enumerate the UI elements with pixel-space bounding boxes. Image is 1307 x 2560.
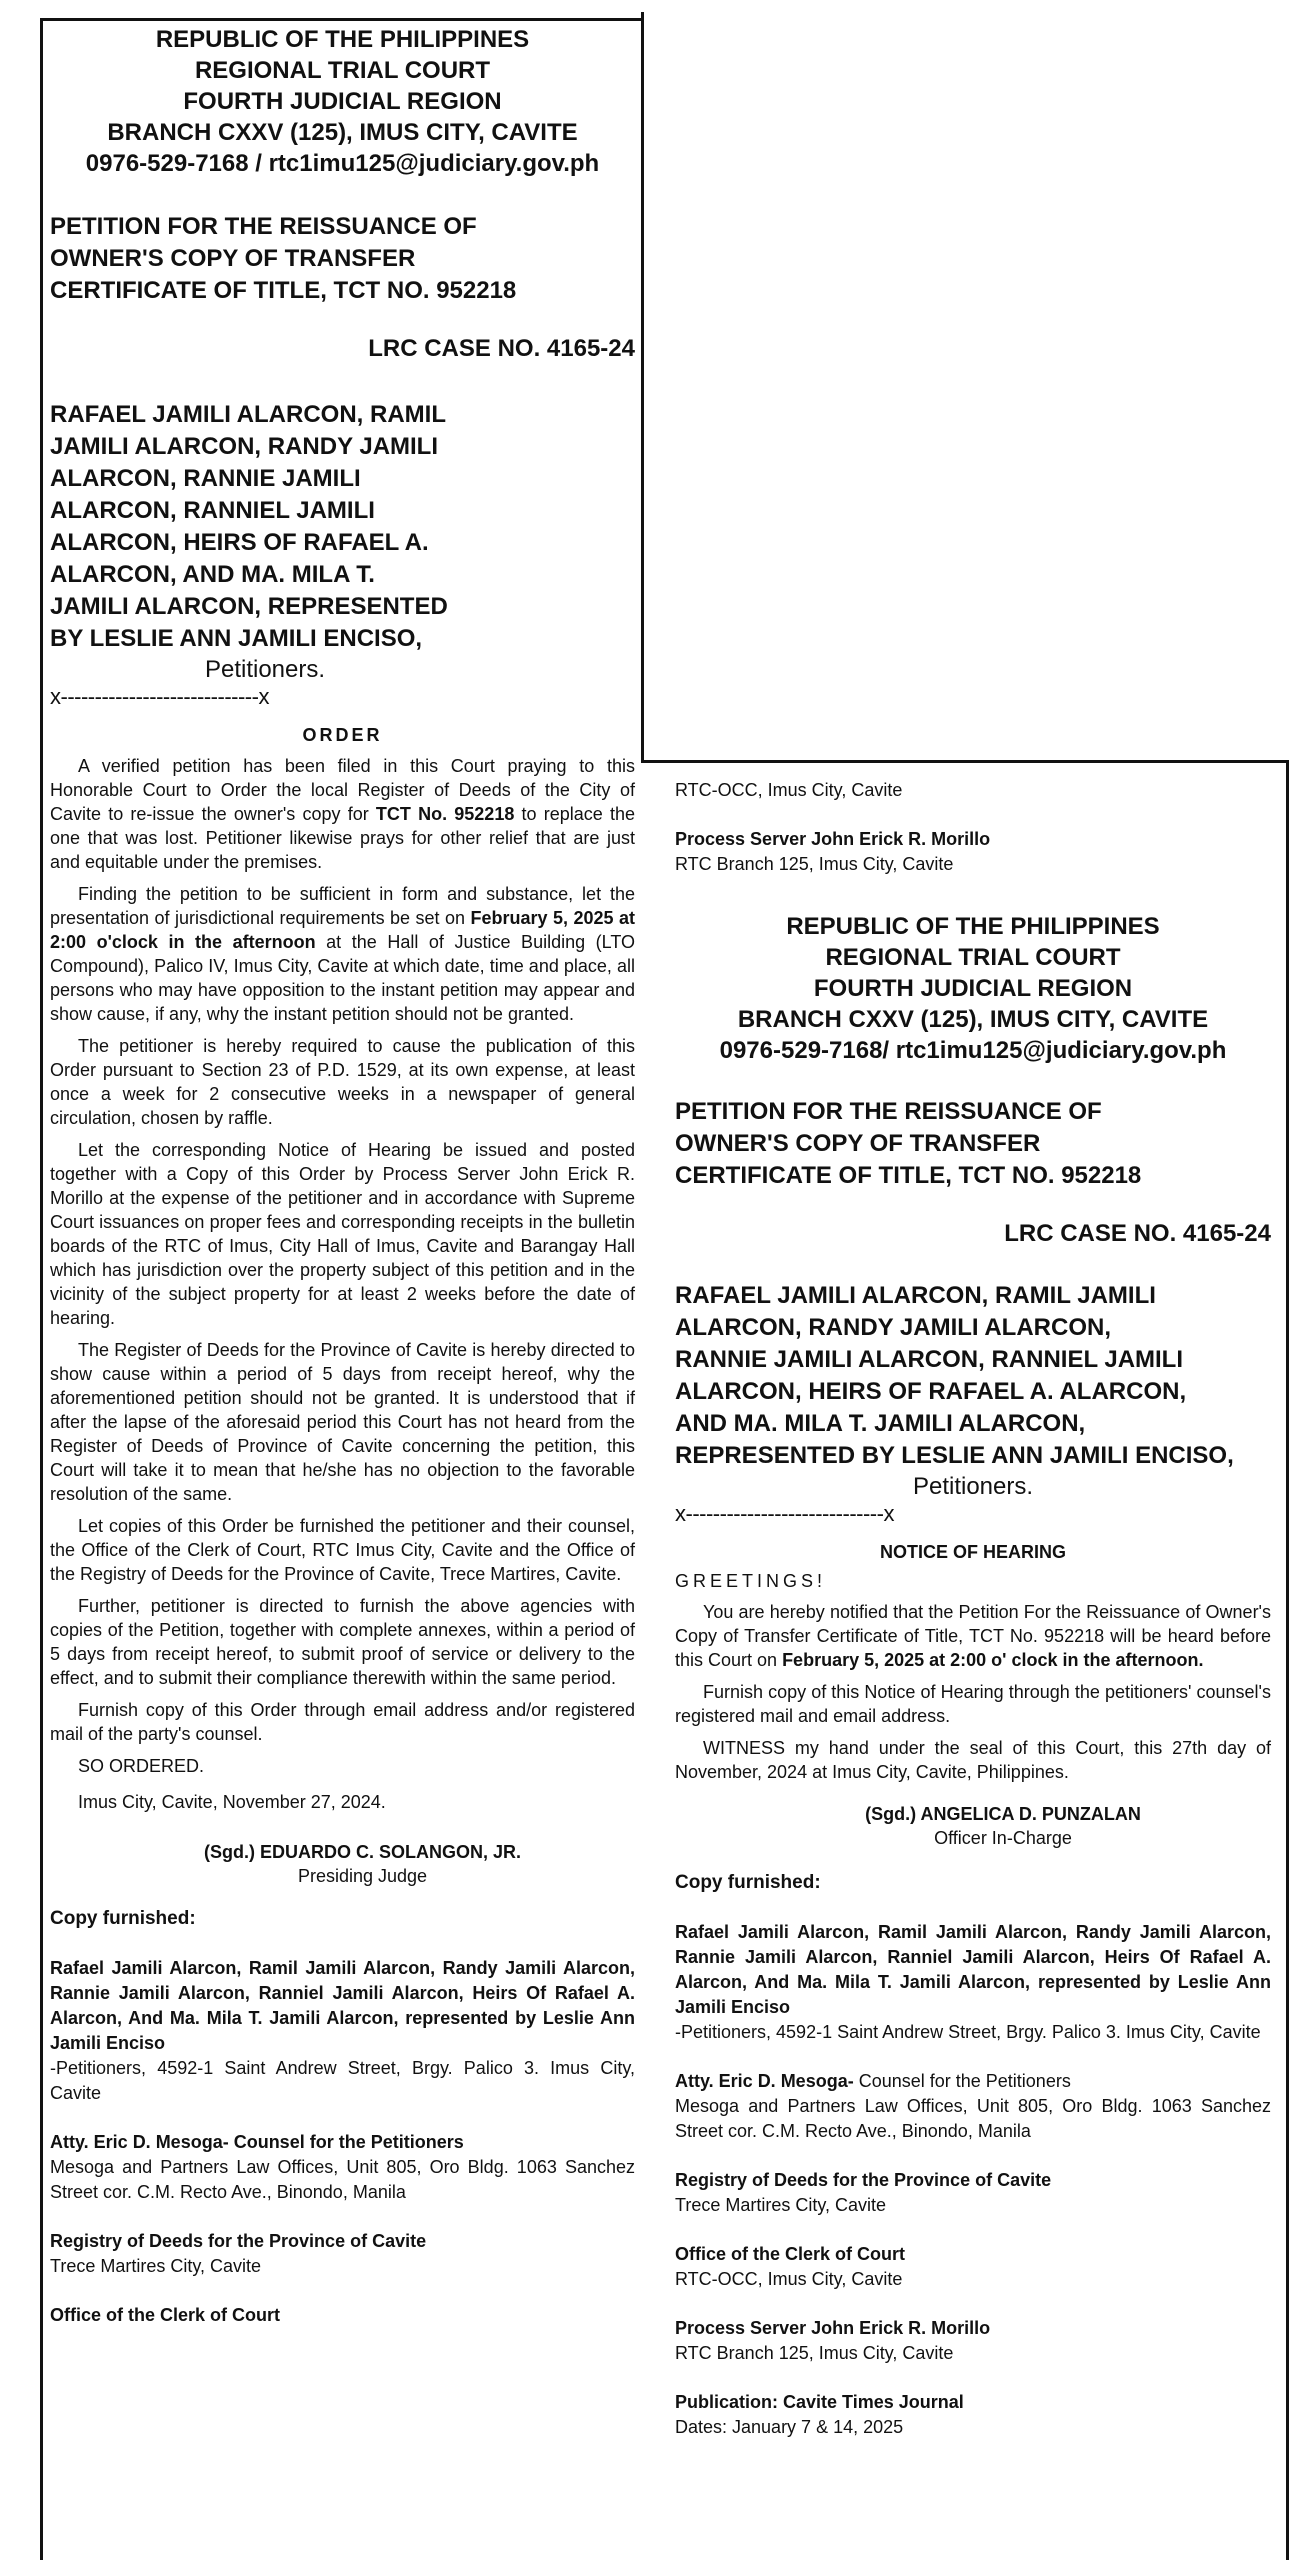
copy-recipient [50,2229,635,2279]
continued-recipient: RTC-OCC, Imus City, Cavite [675,780,903,800]
left-border [40,18,43,2560]
order-paragraph: The petitioner is hereby required to cause the publication of this Order pursuant to Section 23 of P.D. 1529, at its own expense, at least once a week for 2 consecutive weeks in a newspaper of general circulation, chosen by raffle. [50,1036,635,1128]
petition-title-line: PETITION FOR THE REISSUANCE OF [675,1098,1102,1125]
party-line: JAMILI ALARCON, REPRESENTED [50,593,448,620]
judge-name: (Sgd.) EDUARDO C. SOLANGON, JR. [203,1842,521,1862]
text: Finding the petition to be sufficient in form and substance, let the presentation of jurisdictional requirements be set on [50,884,635,928]
recipient-address: -Petitioners, 4592-1 Saint Andrew Street, Brgy. Palico 3. Imus City, Cavite [675,2022,1261,2042]
copy-recipient [675,2242,1271,2292]
party-line: ALARCON, RANNIE JAMILI [50,465,361,492]
notice-paragraph: Furnish copy of this Notice of Hearing through the petitioners' counsel's registered mail and email address. [675,1682,1271,1726]
party-line: ALARCON, RANDY JAMILI ALARCON, [675,1314,1111,1341]
petition-title-line: OWNER'S COPY OF TRANSFER [675,1130,1041,1157]
petitioners-label: Petitioners. [912,1473,1034,1500]
officer-title: Officer In-Charge [934,1828,1072,1848]
order-paragraph: Let copies of this Order be furnished the petitioner and their counsel, the Office of the Clerk of Court, RTC Imus City, Cavite and the Office of the Registry of Deeds for the Province of Cavite, Trece Martires, Cavite. [50,1516,635,1584]
party-line: REPRESENTED BY LESLIE ANN JAMILI ENCISO, [675,1442,1234,1469]
recipient-address: Trece Martires City, Cavite [50,2256,262,2276]
header-line: REPUBLIC OF THE PHILIPPINES [155,26,530,53]
order-paragraph [50,882,635,1026]
separator-line: x-----------------------------x [50,684,269,709]
petition-title-line: CERTIFICATE OF TITLE, TCT NO. 952218 [675,1162,1142,1189]
header-line: FOURTH JUDICIAL REGION [183,88,502,115]
petitioners-label: Petitioners. [204,656,326,683]
header-line: 0976-529-7168 / rtc1imu125@judiciary.gov.ph [85,150,600,177]
hearing-date: February 5, 2025 at 2:00 o' clock in the afternoon. [782,1650,1204,1670]
publication-name: Publication: Cavite Times Journal [675,2392,964,2412]
publication-info [675,2390,1271,2440]
officer-name: (Sgd.) ANGELICA D. PUNZALAN [865,1804,1141,1824]
header-line: FOURTH JUDICIAL REGION [813,975,1133,1002]
party-line: BY LESLIE ANN JAMILI ENCISO, [50,625,423,652]
signature-block [675,1802,1271,1850]
petition-title-line: CERTIFICATE OF TITLE, TCT NO. 952218 [50,277,517,304]
party-line: JAMILI ALARCON, RANDY JAMILI [50,433,439,460]
copy-recipient [675,2316,1271,2366]
publication-dates: Dates: January 7 & 14, 2025 [675,2417,904,2437]
text: You are hereby notified that the Petition For the Reissuance of Owner's Copy of Transfer Certificate of Title, TCT No. 952218 will be heard before this Court on [675,1602,1271,1670]
greetings: GREETINGS! [675,1571,827,1591]
recipient-name: Registry of Deeds for the Province of Cavite [50,2231,427,2251]
recipient-bold: Atty. Eric D. Mesoga- [675,2071,854,2091]
order-paragraph: The Register of Deeds for the Province of Cavite is hereby directed to show cause within a period of 5 days from receipt hereof, why the aforementioned petition should not be granted. It is understood that if after the lapse of the aforesaid period this Court has not heard from the Register of Deeds of Province of Cavite concerning the petition, this Court will take it to mean that he/she has no objection to the favorable resolution of the same. [50,1340,635,1504]
party-line: ALARCON, HEIRS OF RAFAEL A. ALARCON, [675,1378,1187,1405]
recipient-name: Process Server John Erick R. Morillo [675,2318,991,2338]
recipient-name: Office of the Clerk of Court [675,2244,906,2264]
date-line: Imus City, Cavite, November 27, 2024. [78,1792,386,1812]
header-line: BRANCH CXXV (125), IMUS CITY, CAVITE [107,119,578,146]
copy-furnished-label: Copy furnished: [50,1908,196,1929]
copy-recipient [50,1956,635,2106]
order-paragraph: Further, petitioner is directed to furnish the above agencies with copies of the Petition, together with complete annexes, within a period of 5 days from receipt hereof, to submit proof of service or delivery to the effect, and to submit their compliance therewith within the same period. [50,1596,635,1688]
divider-horizontal [641,760,1289,763]
copy-recipient [50,2130,635,2205]
petition-title [50,211,635,307]
header-line: 0976-529-7168/ rtc1imu125@judiciary.gov.ph [719,1037,1227,1064]
recipient-name: Office of the Clerk of Court [50,2305,281,2325]
court-header [50,24,635,179]
text: at the Hall of Justice Building (LTO Compound), Palico IV, Imus City, Cavite at which date, time and place, all persons who may have opposition to the instant petition may appear and show cause, if any, why the instant petition should not be granted. [50,932,636,1024]
recipient-address: Mesoga and Partners Law Offices, Unit 805, Oro Bldg. 1063 Sanchez Street cor. C.M. Recto Ave., Binondo, Manila [675,2096,1271,2141]
text: A verified petition has been filed in this Court praying to this Honorable Court to Order the local Register of Deeds of the City of Cavite to re-issue the owner's copy for [50,756,635,824]
right-border [1286,760,1289,2560]
parties [675,1280,1271,1472]
header-line: BRANCH CXXV (125), IMUS CITY, CAVITE [737,1006,1209,1033]
recipient-name [675,2069,1271,2094]
notice-title: NOTICE OF HEARING [879,1542,1066,1562]
notice-paragraph: WITNESS my hand under the seal of this Court, this 27th day of November, 2024 at Imus City, Cavite, Philippines. [675,1738,1271,1782]
copy-furnished-label: Copy furnished: [675,1872,821,1893]
recipient-address: -Petitioners, 4592-1 Saint Andrew Street, Brgy. Palico 3. Imus City, Cavite [50,2058,635,2103]
recipient-role: Counsel for the Petitioners [853,2071,1071,2091]
copy-recipient [675,1920,1271,2045]
petition-title-line: OWNER'S COPY OF TRANSFER [50,245,416,272]
copy-recipient [675,2069,1271,2144]
party-line: RAFAEL JAMILI ALARCON, RAMIL JAMILI [675,1282,1156,1309]
notice-paragraph [675,1600,1271,1672]
order-column [50,24,635,2328]
petition-title-line: PETITION FOR THE REISSUANCE OF [50,213,477,240]
order-paragraph: Furnish copy of this Order through email address and/or registered mail of the party's counsel. [50,1700,635,1744]
party-line: AND MA. MILA T. JAMILI ALARCON, [675,1410,1086,1437]
recipient-address: RTC Branch 125, Imus City, Cavite [675,854,954,874]
party-line: ALARCON, RANNIEL JAMILI [50,497,375,524]
recipient-address: Trece Martires City, Cavite [675,2195,887,2215]
recipient-name: Rafael Jamili Alarcon, Ramil Jamili Alarcon, Randy Jamili Alarcon, Rannie Jamili Alarcon, Ranniel Jamili Alarcon, Heirs Of Rafael A. Alarcon, And Ma. Mila T. Jamili Alarcon, represented by Leslie Ann Jamili Enciso [50,1958,635,2053]
recipient-address: RTC-OCC, Imus City, Cavite [675,2269,903,2289]
case-number: LRC CASE NO. 4165-24 [368,335,635,362]
court-header [675,911,1271,1066]
party-line: RAFAEL JAMILI ALARCON, RAMIL [50,401,446,428]
case-number: LRC CASE NO. 4165-24 [1004,1220,1271,1247]
recipient-name: Registry of Deeds for the Province of Cavite [675,2170,1052,2190]
order-paragraph: Let the corresponding Notice of Hearing be issued and posted together with a Copy of this Order by Process Server John Erick R. Morillo at the expense of the petitioner and in accordance with Supreme Court issuances on proper fees and corresponding receipts in the bulletin boards of the RTC of Imus, City Hall of Imus, Cavite and Barangay Hall which has jurisdiction over the property subject of this petition and in the vicinity of the subject property for at least 2 weeks before the date of hearing. [50,1140,635,1328]
recipient-name: Rafael Jamili Alarcon, Ramil Jamili Alarcon, Randy Jamili Alarcon, Rannie Jamili Alarcon, Ranniel Jamili Alarcon, Heirs Of Rafael A. Alarcon, And Ma. Mila T. Jamili Alarcon, represented by Leslie Ann Jamili Enciso [675,1922,1271,2017]
judge-title: Presiding Judge [297,1866,428,1886]
party-line: ALARCON, HEIRS OF RAFAEL A. [50,529,429,556]
recipient-address: RTC Branch 125, Imus City, Cavite [675,2343,954,2363]
tct-number: TCT No. 952218 [375,804,515,824]
order-title: ORDER [302,725,383,745]
top-border-left [40,18,644,21]
notice-column [675,778,1271,2440]
recipient-address: Mesoga and Partners Law Offices, Unit 805, Oro Bldg. 1063 Sanchez Street cor. C.M. Recto Ave., Binondo, Manila [50,2157,635,2202]
header-line: REPUBLIC OF THE PHILIPPINES [786,913,1160,940]
recipient-name: Atty. Eric D. Mesoga- Counsel for the Petitioners [50,2132,464,2152]
petition-title [675,1096,1271,1192]
text: to replace the one that was lost. Petitioner likewise prays for other relief that are just and equitable under the premises. [50,804,635,872]
divider-vertical [641,12,644,763]
party-line: RANNIE JAMILI ALARCON, RANNIEL JAMILI [675,1346,1184,1373]
recipient-name: Process Server John Erick R. Morillo [675,829,991,849]
continued-recipient [675,827,1271,877]
copy-recipient [50,2303,635,2328]
separator-line: x-----------------------------x [675,1501,894,1526]
hearing-date: February 5, 2025 at 2:00 o'clock in the afternoon [50,908,636,952]
header-line: REGIONAL TRIAL COURT [825,944,1121,971]
order-paragraph [50,754,635,874]
copy-recipient [675,2168,1271,2218]
parties [50,399,635,655]
header-line: REGIONAL TRIAL COURT [194,57,491,84]
party-line: ALARCON, AND MA. MILA T. [50,561,375,588]
signature-block [50,1840,635,1888]
so-ordered: SO ORDERED. [78,1756,205,1776]
